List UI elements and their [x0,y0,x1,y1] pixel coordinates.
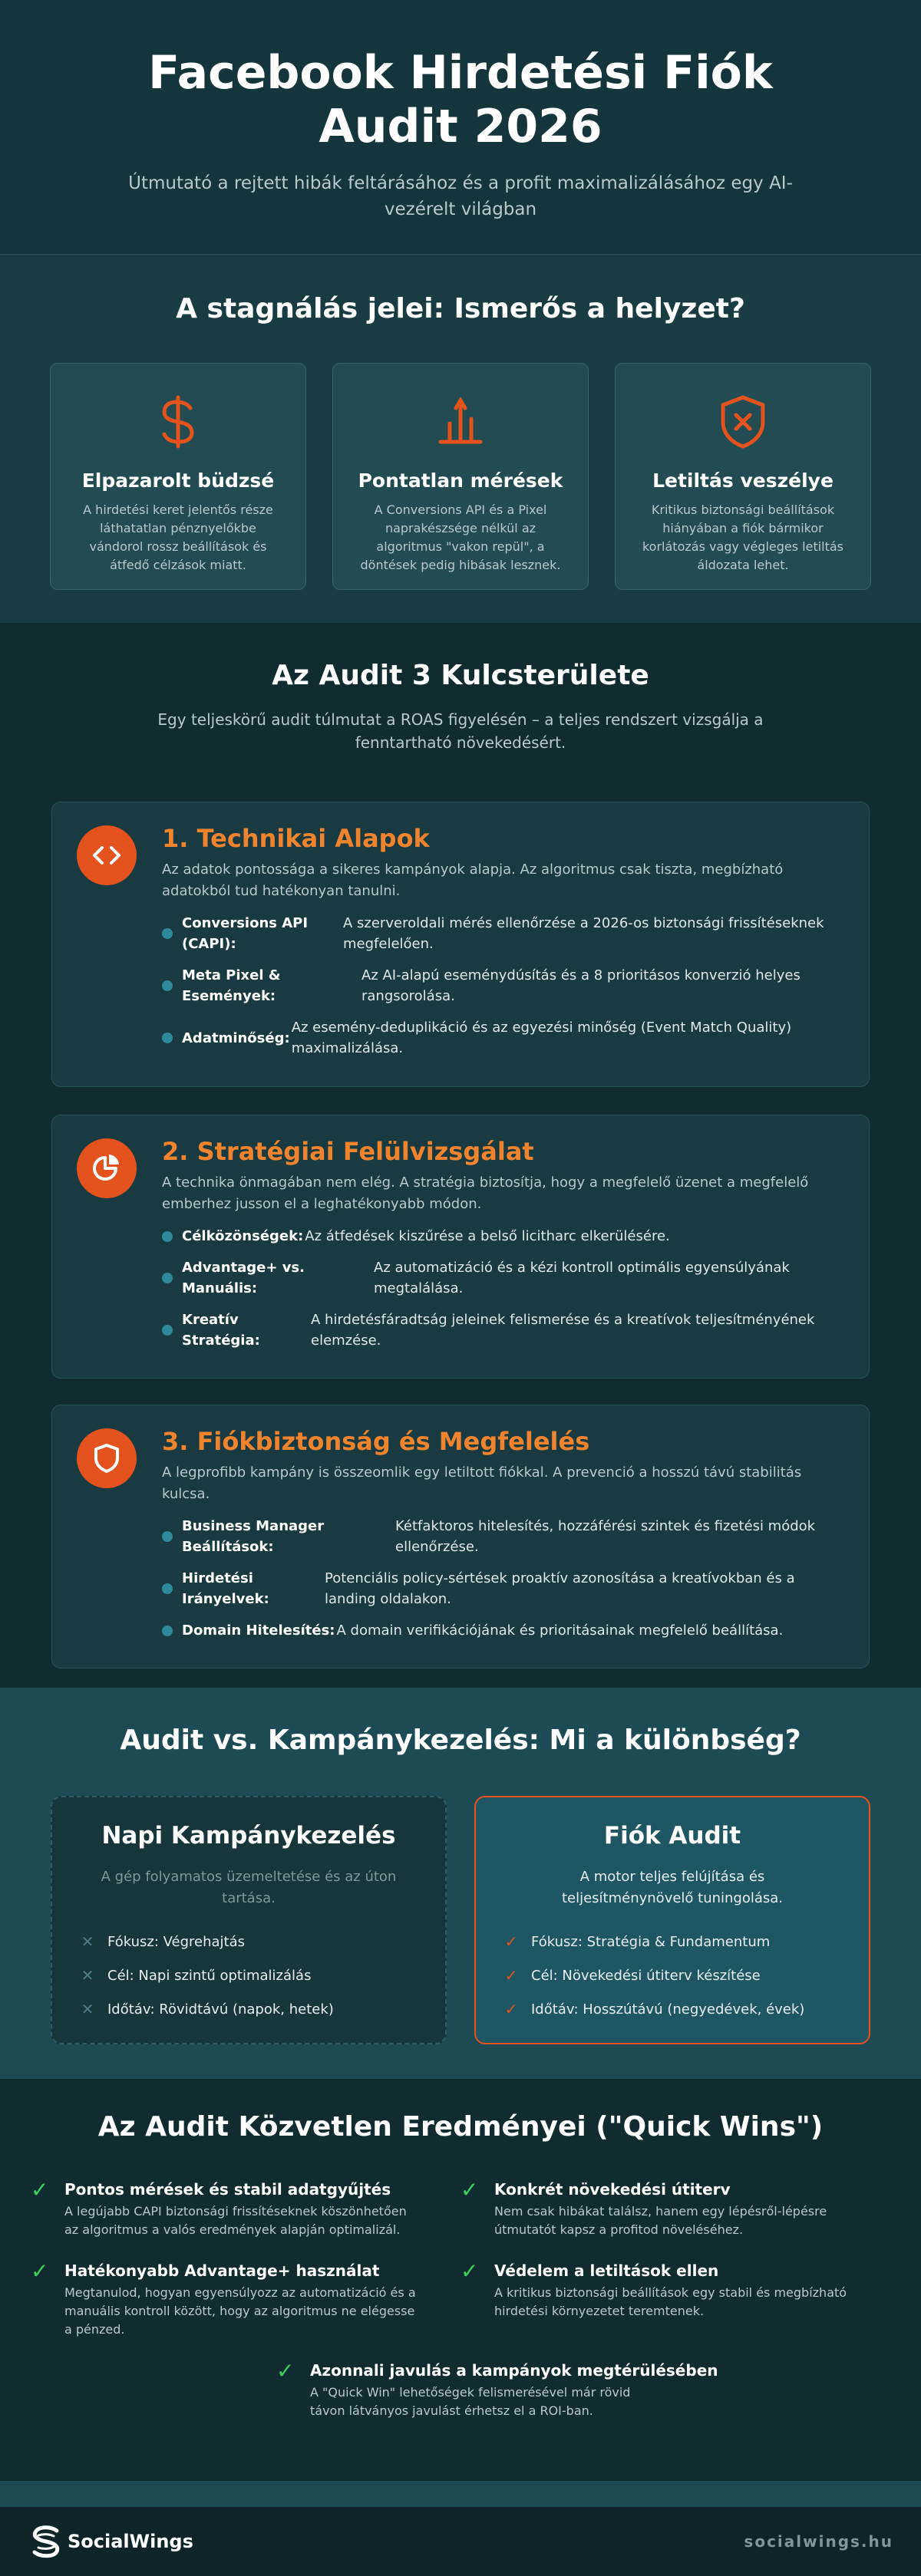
comparison-cards [0,1796,921,2044]
check-icon: ✓ [31,2258,49,2284]
list-item [78,1958,445,1992]
compare-title: Audit vs. Kampánykezelés: Mi a különbség? [120,1724,801,1756]
list-item [162,1620,830,1641]
card-desc: A gép folyamatos üzemeltetése és az úton tartása. [101,1869,397,1906]
bullet-dot [162,1583,173,1594]
card-list [502,1925,869,2026]
code-icon [77,825,137,885]
item-label: Conversions API (CAPI): [182,915,309,952]
list-item [162,1226,830,1247]
sign-card-title: Pontatlan mérések [358,469,563,492]
area-title: 3. Fiókbiztonság és Megfelelés [162,1427,590,1456]
area-card-technical [51,802,870,1087]
item-text: Fókusz: Végrehajtás [107,1933,246,1950]
check-icon: ✓ [504,2000,518,2018]
sign-card-title: Letiltás veszélye [652,469,834,492]
bullet-dot [162,1626,173,1636]
page-subtitle: Útmutató a rejtett hibák feltárásához és a profit maximalizálásához egy AI-vezérelt világban [128,173,793,219]
signs-cards [0,363,921,590]
result-text: A kritikus biztonsági beállítások egy stabil és megbízható hirdetési környezetet teremtenek. [494,2285,847,2318]
item-label: Advantage+ vs. Manuális: [182,1260,305,1296]
item-text: Cél: Növekedési útiterv készítése [531,1967,761,1984]
signs-section [0,255,921,623]
area-title: 1. Technikai Alapok [162,824,430,853]
item-text: Cél: Napi szintű optimalizálás [107,1967,312,1984]
list-item [162,1257,830,1299]
item-label: Célközönségek: [182,1228,304,1244]
item-text: Az átfedések kiszűrése a belső licitharc elkerülésére. [305,1228,670,1244]
sign-card-text: A Conversions API és a Pixel naprakészsége nélkül az algoritmus "vakon repül", a döntések pedig hibásak lesznek. [360,502,561,572]
footer [0,2481,921,2576]
result-item [460,2258,890,2339]
item-text: A hirdetésfáradtság jeleinek felismerése és a kreatívok teljesítményének elemzése. [311,1312,815,1349]
check-icon: ✓ [504,1966,518,1985]
area-list [162,913,830,1059]
area-list [162,1226,830,1351]
list-item [502,1925,869,1958]
x-icon: ✕ [81,1932,94,1951]
card-title: Napi Kampánykezelés [101,1822,396,1850]
result-text: Megtanulod, hogyan egyensúlyozz az automatizáció és a manuális kontroll között, hogy az algoritmus ne elégesse a pénzed. [64,2285,416,2337]
bullet-dot [162,928,173,939]
result-text: A legújabb CAPI biztonsági frissítéseknek köszönhetően az algoritmus a valós eredmények alapján optimalizál. [64,2204,407,2237]
list-item [162,913,830,954]
area-card-strategy [51,1115,870,1379]
signs-title: A stagnálás jelei: Ismerős a helyzet? [176,293,745,324]
results-title: Az Audit Közvetlen Eredményei ("Quick Wins") [97,2111,824,2143]
audit-areas-section [0,623,921,1688]
list-item [162,1309,830,1351]
check-icon: ✓ [504,1932,518,1951]
list-item [78,1992,445,2026]
sign-card-ban [615,363,871,590]
hero-section [0,0,921,255]
website-link[interactable]: socialwings.hu [744,2532,893,2551]
list-item [162,965,830,1006]
sign-card-budget [50,363,306,590]
item-text: A szerveroldali mérés ellenőrzése a 2026-os biztonsági frissítéseknek megfelelően. [343,915,824,952]
item-label: Adatminőség: [182,1029,290,1046]
area-desc: A legprofibb kampány is összeomlik egy letiltott fiókkal. A prevenció a hosszú távú stabilitás kulcsa. [162,1464,802,1502]
area-desc: Az adatok pontossága a sikeres kampányok alapja. Az algoritmus csak tiszta, megbízható adatokból tud hatékonyan tanulni. [162,861,784,899]
card-list [78,1925,445,2026]
result-title: Védelem a letiltások ellen [494,2261,719,2280]
list-item [502,1992,869,2026]
areas-subtitle: Egy teljeskörű audit túlmutat a ROAS figyelésén – a teljes rendszert vizsgálja a fenntartható növekedésért. [157,710,764,752]
result-title: Hatékonyabb Advantage+ használat [64,2261,380,2280]
bullet-dot [162,1231,173,1242]
x-icon: ✕ [81,2000,94,2018]
result-item [276,2360,737,2420]
x-icon: ✕ [81,1966,94,1985]
check-icon: ✓ [31,2177,49,2202]
result-title: Azonnali javulás a kampányok megtérülésében [310,2361,718,2380]
sign-card-title: Elpazarolt büdzsé [81,469,275,492]
item-label: Kreatív Stratégia: [182,1312,260,1349]
result-item [31,2258,460,2339]
bullet-dot [162,1033,173,1043]
area-desc: A technika önmagában nem elég. A stratégia biztosítja, hogy a megfelelő üzenet a megfelelő emberhez jusson el a leghatékonyabb módon. [162,1174,809,1212]
item-label: Hirdetési Irányelvek: [182,1570,269,1607]
area-title: 2. Stratégiai Felülvizsgálat [162,1137,534,1166]
wings-logo-icon [28,2523,64,2560]
area-list [162,1516,830,1641]
bullet-dot [162,1531,173,1542]
check-icon: ✓ [276,2358,295,2383]
item-text: Az AI-alapú eseménydúsítás és a 8 prioritásos konverzió helyes rangsorolása. [361,967,801,1004]
item-label: Domain Hitelesítés: [182,1622,335,1639]
item-text: Az esemény-deduplikáció és az egyezési minőség (Event Match Quality) maximalizálása. [291,1020,792,1056]
check-icon: ✓ [460,2177,479,2202]
sign-card-text: A hirdetési keret jelentős része láthatatlan pénznyelőkbe vándorol rossz beállítások és átfedő célzások miatt. [83,502,273,572]
list-item [162,1516,830,1557]
item-text: Fókusz: Stratégia & Fundamentum [531,1933,771,1950]
sign-card-text: Kritikus biztonsági beállítások hiányában a fiók bármikor korlátozás vagy végleges letiltás áldozata lehet. [642,502,844,572]
item-label: Meta Pixel & Események: [182,967,281,1004]
result-text: A "Quick Win" lehetőségek felismerésével már rövid távon látványos javulást érhetsz el a ROI-ban. [310,2385,631,2418]
result-text: Nem csak hibákat találsz, hanem egy lépésről-lépésre útmutatót kapsz a profitod növeléséhez. [494,2204,827,2237]
result-item [31,2179,460,2239]
area-card-security [51,1405,870,1668]
item-text: Időtáv: Rövidtávú (napok, hetek) [107,2001,334,2018]
item-text: Az automatizáció és a kézi kontroll optimális egyensúlyának megtalálása. [374,1260,790,1296]
account-audit-card [474,1796,870,2044]
areas-title: Az Audit 3 Kulcsterülete [272,660,649,691]
bullet-dot [162,980,173,991]
page-title: Facebook Hirdetési Fiók Audit 2026 [148,46,773,153]
campaign-management-card [51,1796,447,2044]
shield-x-icon [712,391,774,453]
card-title: Fiók Audit [603,1822,741,1850]
shield-icon [77,1428,137,1488]
item-text: A domain verifikációjának és prioritásainak megfelelő beállítása. [336,1622,784,1639]
list-item [162,1568,830,1609]
result-item [460,2179,890,2239]
item-text: Kétfaktoros hitelesítés, hozzáférési szintek és fizetési módok ellenőrzése. [395,1518,816,1555]
list-item [162,1017,830,1059]
results-section [0,2079,921,2481]
dollar-icon [147,391,209,453]
result-title: Pontos mérések és stabil adatgyűjtés [64,2180,391,2199]
item-text: Potenciális policy-sértések proaktív azonosítása a kreatívokban és a landing oldalakon. [325,1570,795,1607]
socialwings-logo[interactable] [28,2523,193,2560]
item-text: Időtáv: Hosszútávú (negyedévek, évek) [531,2001,805,2018]
logo-text: SocialWings [68,2531,193,2552]
chart-drop-icon [430,391,491,453]
pie-chart-icon [77,1138,137,1198]
results-list [31,2179,890,2442]
check-icon: ✓ [460,2258,479,2284]
bullet-dot [162,1325,173,1336]
list-item [502,1958,869,1992]
sign-card-measurement [332,363,589,590]
result-title: Konkrét növekedési útiterv [494,2180,731,2199]
list-item [78,1925,445,1958]
item-label: Business Manager Beállítások: [182,1518,325,1555]
bullet-dot [162,1273,173,1283]
card-desc: A motor teljes felújítása és teljesítménynövelő tuningolása. [561,1869,784,1906]
comparison-section [0,1688,921,2079]
